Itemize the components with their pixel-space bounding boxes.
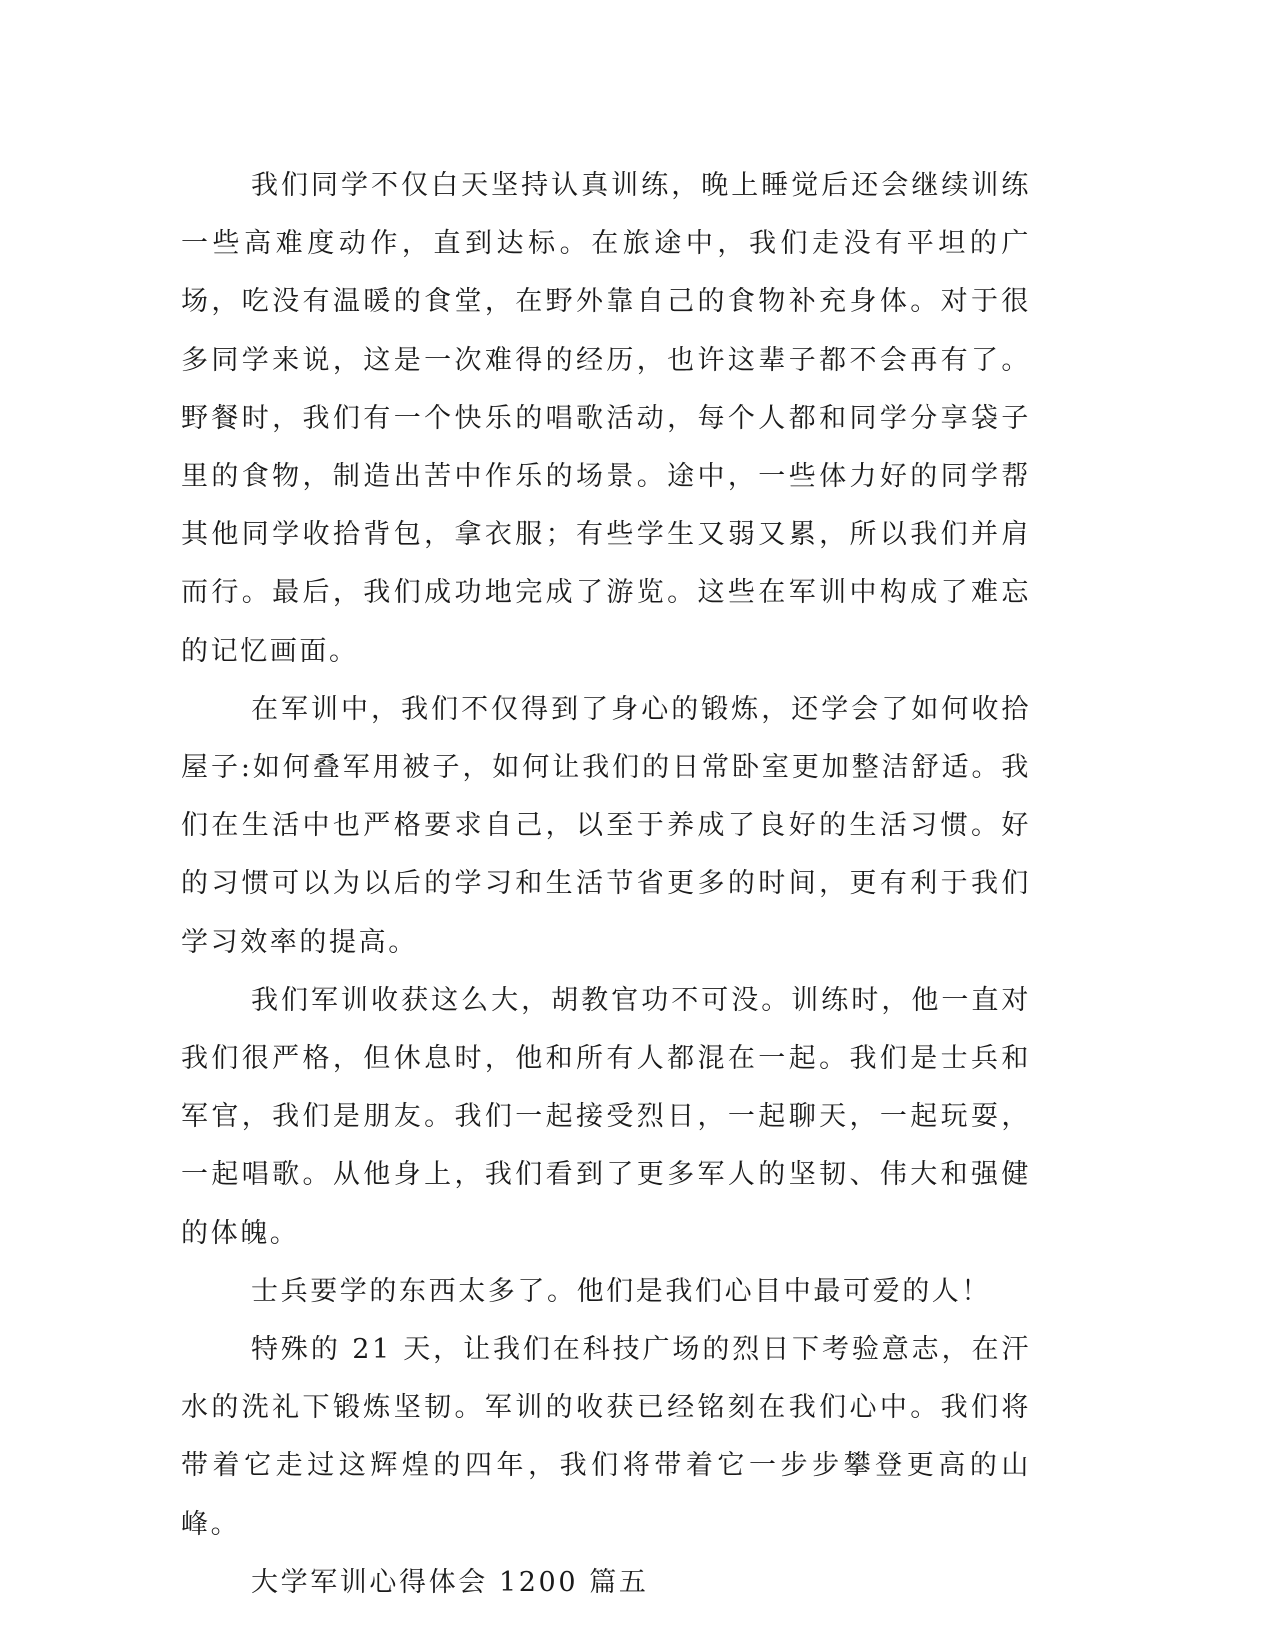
paragraph-1: 我们同学不仅白天坚持认真训练，晚上睡觉后还会继续训练一些高难度动作，直到达标。在旅途中，我们走没有平坦的广场，吃没有温暖的食堂，在野外靠自己的食物补充身体。对于很多同学来说，这是一次难得的经历，也许这辈子都不会再有了。野餐时，我们有一个快乐的唱歌活动，每个人都和同学分享袋子里的食物，制造出苦中作乐的场景。途中，一些体力好的同学帮其他同学收拾背包，拿衣服；有些学生又弱又累，所以我们并肩而行。最后，我们成功地完成了游览。这些在军训中构成了难忘的记忆画面。 xyxy=(181,170,1031,667)
document-body xyxy=(181,157,1031,1612)
paragraph-4: 士兵要学的东西太多了。他们是我们心目中最可爱的人！ xyxy=(251,1275,991,1307)
paragraph-5: 特殊的 21 天，让我们在科技广场的烈日下考验意志，在汗水的洗礼下锻炼坚韧。军训的收获已经铭刻在我们心中。我们将带着它走过这辉煌的四年，我们将带着它一步步攀登更高的山峰。 xyxy=(181,1334,1031,1540)
paragraph-3: 我们军训收获这么大，胡教官功不可没。训练时，他一直对我们很严格，但休息时，他和所有人都混在一起。我们是士兵和军官，我们是朋友。我们一起接受烈日，一起聊天，一起玩耍，一起唱歌。从他身上，我们看到了更多军人的坚韧、伟大和强健的体魄。 xyxy=(181,984,1031,1249)
paragraph-2: 在军训中，我们不仅得到了身心的锻炼，还学会了如何收拾屋子:如何叠军用被子，如何让我们的日常卧室更加整洁舒适。我们在生活中也严格要求自己，以至于养成了良好的生活习惯。好的习惯可以为以后的学习和生活节省更多的时间，更有利于我们学习效率的提高。 xyxy=(181,693,1031,958)
section-heading: 大学军训心得体会 1200 篇五 xyxy=(251,1566,649,1598)
